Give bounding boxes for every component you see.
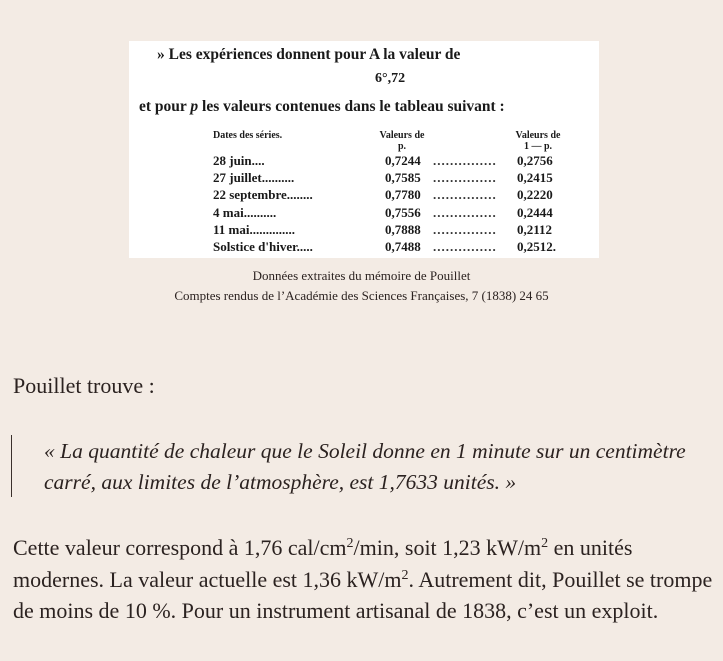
table-row (129, 170, 599, 187)
figure-caption-title: Données extraites du mémoire de Pouillet (252, 268, 471, 283)
table-row (129, 222, 599, 239)
blockquote-bar (11, 435, 12, 497)
header-dates: Dates des séries. (213, 130, 283, 141)
row-one-minus-p: 0,2112 (517, 221, 553, 237)
row-one-minus-p: 0,2512. (517, 238, 556, 254)
table-row (129, 239, 599, 256)
lead-sentence: Pouillet trouve : (13, 373, 155, 398)
row-p: 0,7244 (385, 153, 421, 168)
row-p: 0,7888 (385, 221, 421, 237)
figure-caption-source: Comptes rendus de l’Académie des Sciences Françaises, 7 (1838) 24 65 (174, 288, 549, 303)
row-one-minus-p: 0,2415 (517, 170, 553, 186)
header-one-minus-p: Valeurs de 1 — p. (515, 130, 561, 152)
row-p: 0,7556 (385, 204, 421, 220)
header-p: Valeurs de p. (379, 130, 425, 152)
table-row (129, 187, 599, 204)
table-row (129, 153, 599, 170)
row-date: 27 juillet.......... (213, 170, 295, 186)
leader-dots: ............... (433, 153, 497, 168)
body-paragraph: Cette valeur correspond à 1,76 cal/$cm^2/\min$, soit 1,23 $kW/m^2$ en unités modernes. La valeur actuelle est 1,36 $kW/m^2$. Autrement dit, Pouillet se trompe de moins de 10 %. Pour un instrument artisanal de 1838, c’est un exploit. (13, 535, 713, 623)
row-date: 11 mai.............. (213, 221, 295, 237)
scanned-table-image (129, 41, 599, 258)
row-date: 28 juin.... (213, 153, 265, 168)
row-p: 0,7780 (385, 187, 421, 203)
leader-dots: ............... (433, 187, 497, 203)
row-date: 4 mai.......... (213, 204, 277, 220)
row-p: 0,7488 (385, 238, 421, 254)
row-one-minus-p: 0,2444 (517, 204, 553, 220)
scan-intro-line: » Les expériences donnent pour A la valeur de (157, 46, 461, 63)
scan-value-a: 6°,72 (375, 71, 406, 86)
blockquote-text: « La quantité de chaleur que le Soleil donne en 1 minute sur un centimètre carré, aux limites de l’atmosphère, est 1,7633 unités. » (44, 439, 686, 494)
row-p: 0,7585 (385, 170, 421, 186)
scan-table-intro: et pour p les valeurs contenues dans le tableau suivant : (139, 98, 505, 115)
row-date: 22 septembre........ (213, 187, 313, 203)
row-date: Solstice d'hiver..... (213, 238, 313, 254)
cut-off-previous-line (0, 0, 723, 6)
leader-dots: ............... (433, 204, 497, 220)
table-rows (129, 153, 599, 256)
leader-dots: ............... (433, 238, 497, 254)
row-one-minus-p: 0,2756 (517, 153, 553, 168)
leader-dots: ............... (433, 170, 497, 186)
leader-dots: ............... (433, 221, 497, 237)
table-row (129, 205, 599, 222)
row-one-minus-p: 0,2220 (517, 187, 553, 203)
